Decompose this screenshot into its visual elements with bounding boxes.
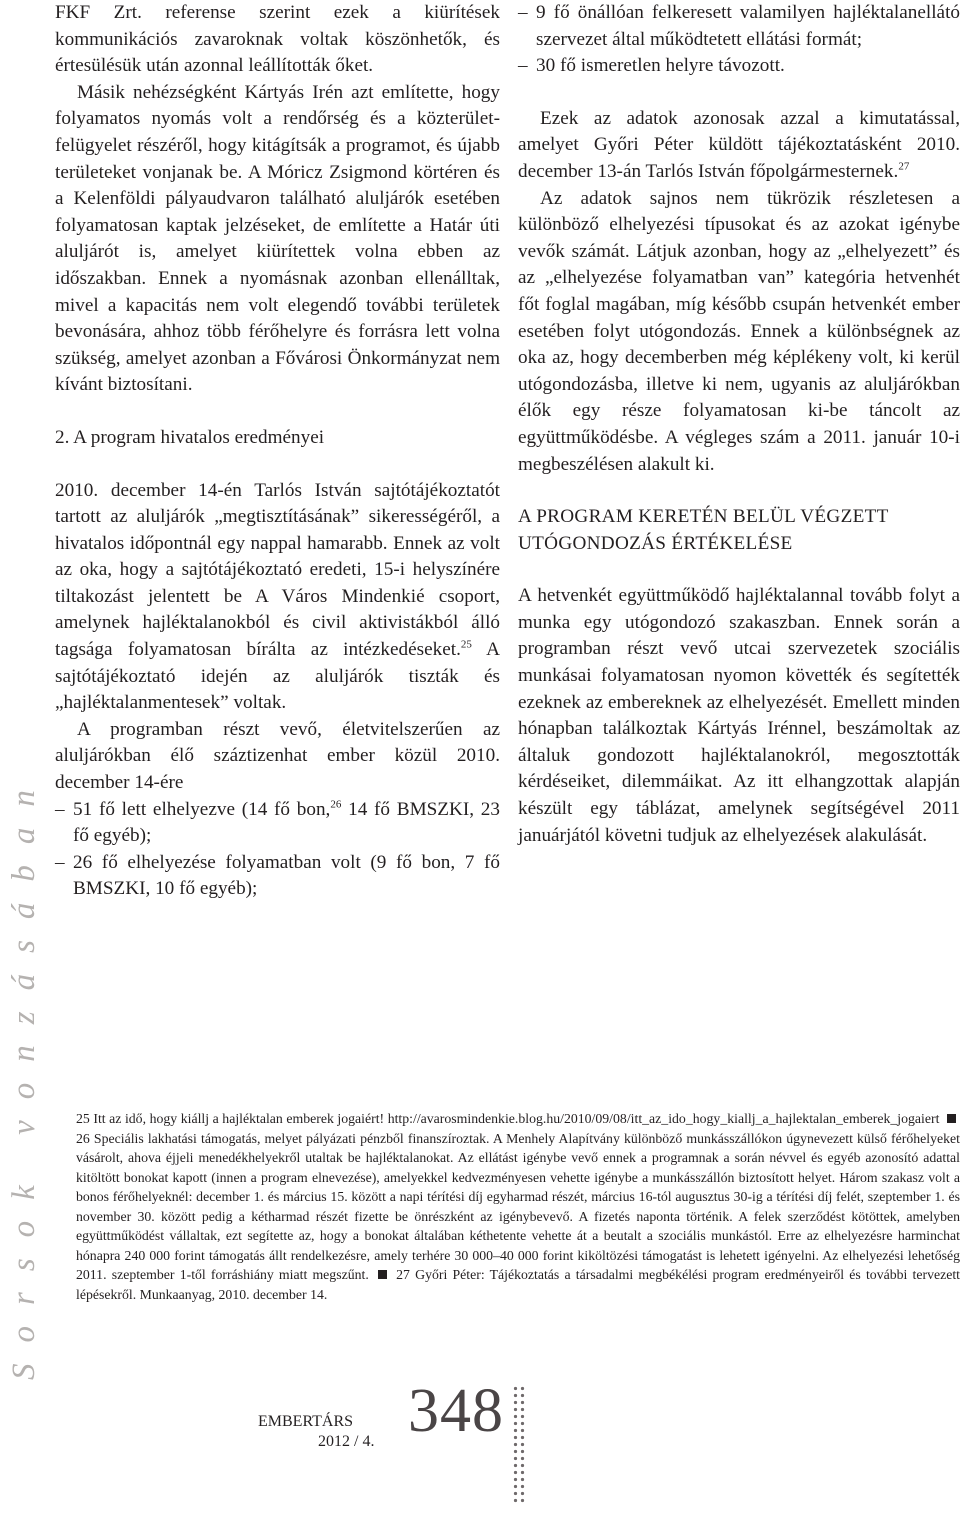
paragraph: Az adatok sajnos nem tükrözik részletesen a különböző elhelyezési típusokat és az azokat igénybe vevők számát. Látjuk azonban, hogy az „elhelyezett” és az „elhelyezése folyamatban van” kategória hetvenhét főt foglal magában, míg később csupán hetvenkét ember esetében folyt utógondozás. Ennek a különbségnek az oka az, hogy decemberben még képlékeny volt, ki kerül utógondozásba, illetve ki nem, ugyanis az aluljárókban élők egy része folyamatosan ki-be táncolt az együttműködésbe. A végleges szám a 2011. január 10-i megbeszélésen alakult ki.	[518, 187, 960, 475]
list-item: – 30 fő ismeretlen helyre távozott.	[518, 53, 960, 80]
separator-square-icon	[947, 1114, 956, 1123]
decorative-dots	[512, 1385, 526, 1505]
footnote-25: 25 Itt az idő, hogy kiállj a hajléktalan emberek jogaiért! http://avarosmindenkie.blog.hu/2010/09/08/itt_az_ido_hogy_kiallj_a_hajlektalan_emberek_jogaiert	[76, 1111, 940, 1126]
footnote-ref: 25	[460, 638, 472, 651]
list-dash: –	[55, 851, 65, 873]
footnote-ref: 26	[330, 798, 342, 811]
list-item: – 26 fő elhelyezése folyamatban volt (9 fő bon, 7 fő BMSZKI, 10 fő egyéb);	[55, 851, 500, 900]
paragraph: 2010. december 14-én Tarlós István sajtótájékoztatót tartott az aluljárók „megtisztításának” sikerességéről, a hivatalos időpontnál egy nappal hamarabb. Ennek az volt az oka, hogy a sajtótájékoztató eredeti, 15-i helyszínére tiltakozást jelentett be A Város Mindenkié csoport, amelynek hajléktalanokból és civil aktivistákból álló tagsága folyamatosan bírálta az intézkedéseket.$^{25}$ A sajtótájékoztató idején az aluljárók tiszták és „hajléktalanmentesek” voltak.	[55, 479, 500, 714]
paragraph: Ezek az adatok azonosak azzal a kimutatással, amelyet Győri Péter küldött tájékoztatásként 2010. december 13-án Tarlós István főpolgármesternek.$^{27}$	[518, 107, 960, 182]
right-column	[518, 0, 960, 849]
section-heading: 2. A program hivatalos eredményei	[55, 426, 325, 448]
list-item: – 51 fő lett elhelyezve (14 fő bon,$^{26}$ 14 fő BMSZKI, 23 fő egyéb);	[55, 798, 500, 847]
list-dash: –	[55, 798, 65, 820]
list-item: – 9 fő önállóan felkeresett valamilyen hajléktalanellátó szervezet által működtetett ellátási formát;	[518, 2, 960, 50]
paragraph: A hetvenkét együttműködő hajléktalannal tovább folyt a munka egy utógondozó szakaszban. Ennek során a programban részt vevő utcai szervezetek szociális munkásai folyamatosan nyomon követték és segítették ezeknek az embereknek az elhelyezését. Emellett minden hónapban találkoztak Kártyás Irénnel, beszámoltak az általuk gondozott hajléktalanokról, megosztották kérdéseiket, dilemmáikat. Az itt elhangzottak alapján készült egy táblázat, amelynek segítségével 2011 januárjától követni tudjuk az elhelyezések alakulását.	[518, 585, 960, 846]
paragraph: A programban részt vevő, életvitelszerűen az aluljárókban élő száztizenhat ember közül 2010. december 14-ére	[55, 718, 500, 794]
paragraph: FKF Zrt. referense szerint ezek a kiürítések kommunikációs zavaroknak voltak köszönhetők, és értesülésük után azonnal leállították őket.	[55, 2, 500, 77]
section-sidebar-label: Sorsok vonzásában	[6, 769, 42, 1380]
paragraph: Másik nehézségként Kártyás Irén azt említette, hogy folyamatos nyomás volt a rendőrség és a közterület-felügyelet részéről, hogy kitágítsák a programot, és újabb területeket vonjanak be. A Móricz Zsigmond körtéren és a Kelenföldi pályaudvaron található aluljárók esetében folyamatosan kaptak jelzéseket, de említette a Határ úti aluljárót is, amelyet kiürítettek volna ebben az időszakban. Ennek a nyomásnak azonban ellenálltak, mivel a kapacitás nem volt elegendő további területek bevonására, ahhoz több férőhelyre és forrásra lett volna szükség, amelyet azonban a Fővárosi Önkormányzat nem kívánt biztosítani.	[55, 81, 500, 396]
footnote-ref: 27	[898, 160, 910, 173]
journal-label	[258, 1412, 374, 1452]
list-dash: –	[518, 55, 528, 77]
section-heading: A PROGRAM KERETÉN BELÜL VÉGZETT UTÓGONDOZÁS ÉRTÉKELÉSE	[518, 506, 889, 554]
footnotes	[76, 1109, 960, 1304]
journal-name: EMBERTÁRS	[258, 1413, 354, 1430]
page-number: 348	[408, 1377, 504, 1445]
separator-square-icon	[378, 1270, 387, 1279]
footnote-27: 27 Győri Péter: Tájékoztatás a társadalmi megbékélési program eredményeiről és további tervezett lépésekről. Munkaanyag, 2010. december 14.	[76, 1267, 960, 1302]
list-dash: –	[518, 2, 528, 23]
journal-issue: 2012 / 4.	[318, 1433, 375, 1450]
left-column	[55, 0, 500, 903]
footnote-26: 26 Speciális lakhatási támogatás, melyet pályázati pénzből finanszíroztak. A Menhely Alapítvány különböző munkásszállókon úgynevezett külső férőhelyeket vásárolt, ahova éjjeli menedékhelyekről utaltak be hajléktalanokat. Az ellátást igénybe vevő ennek a programnak a során névvel és egyéb azonosító adattal kitöltött bonokat kapott (innen a program elnevezése), amelyekkel kedvezményesen vehette igénybe a munkásszállón biztosított helyet. Három szakasz volt a bonos férőhelyeknél: december 1. és március 15. között a napi térítési díj egyharmad részét, március 16-tól augusztus 30-ig a térítési díj felét, szeptember 1. és november 30. között pedig a kétharmad részét fizette be önrészként az igénybevevő. A fizetés naponta történik. A felek szerződést kötöttek, amelyben együttműködést vállaltak, ezt segítette az, hogy a bonokat általában kéthetente vehette át a beutalt a szociális munkástól. Erre az elhelyezésre harminchat hónapra 240 000 forint támogatás állt rendelkezésre, amely terhére 30 000–40 000 forint kiköltözési támogatást is lehetett igényelni. Az elhelyezési lehetőség 2011. szeptember 1-től forráshiány miatt megszűnt.	[76, 1130, 960, 1282]
